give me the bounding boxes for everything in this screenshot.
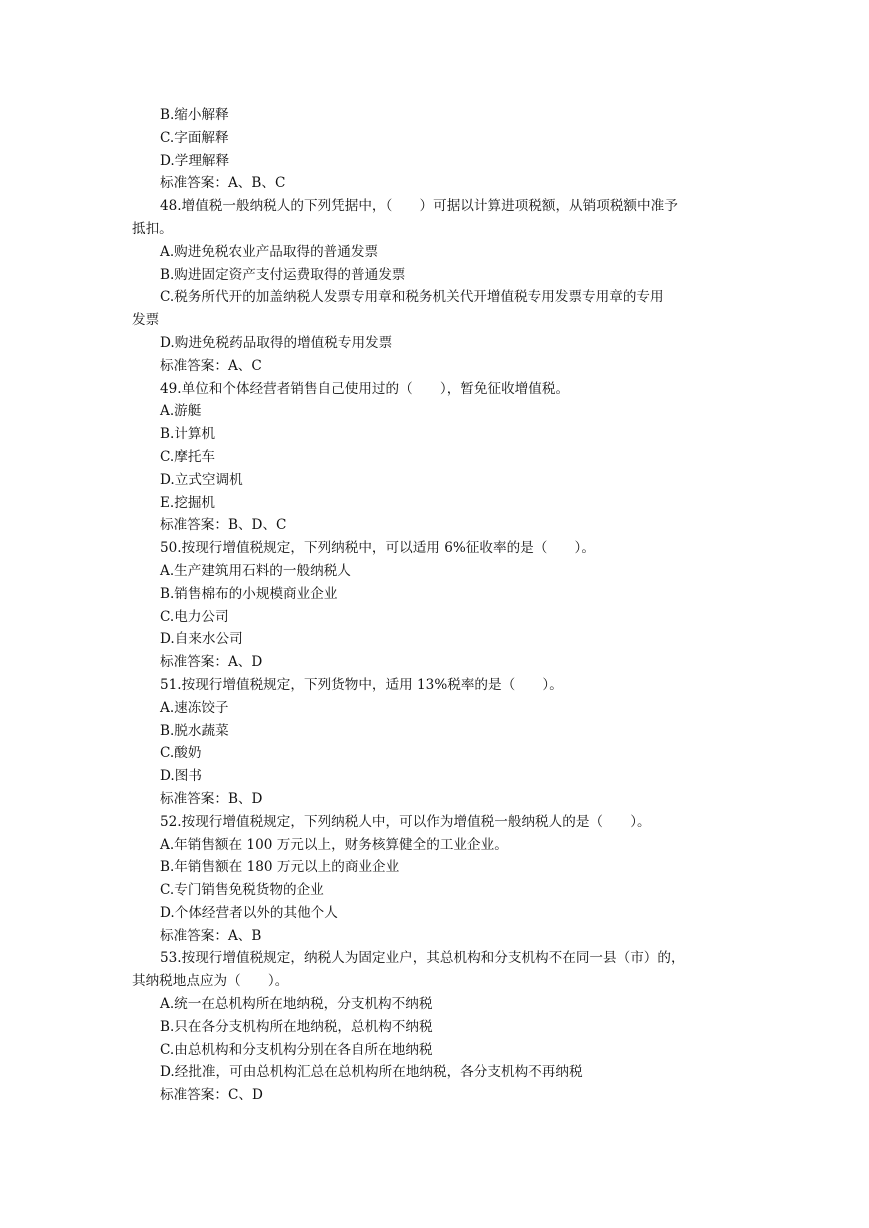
text-line: B.购进固定资产支付运费取得的普通发票 <box>160 266 406 283</box>
text-line: D.个体经营者以外的其他个人 <box>160 904 338 921</box>
text-line: C.电力公司 <box>160 608 229 625</box>
text-line: A.游艇 <box>160 403 202 420</box>
text-line: 抵扣。 <box>132 220 173 237</box>
text-line: D.学理解释 <box>160 152 230 169</box>
text-line: E.挖掘机 <box>160 494 216 511</box>
text-line: 50.按现行增值税规定，下列纳税中，可以适用 6%征收率的是（ ）。 <box>160 540 595 557</box>
text-line: D.购进免税药品取得的增值税专用发票 <box>160 334 393 351</box>
text-line: 52.按现行增值税规定，下列纳税人中，可以作为增值税一般纳税人的是（ ）。 <box>160 813 651 830</box>
text-line: 其纳税地点应为（ ）。 <box>132 973 289 990</box>
text-line: D.自来水公司 <box>160 631 243 648</box>
text-line: 53.按现行增值税规定，纳税人为固定业户，其总机构和分支机构不在同一县（市）的， <box>160 950 685 967</box>
document-body <box>132 104 738 1107</box>
text-line: 标准答案：A、B <box>160 927 262 944</box>
text-line: 49.单位和个体经营者销售自己使用过的（ ），暂免征收增值税。 <box>160 380 570 397</box>
text-line: C.专门销售免税货物的企业 <box>160 882 324 899</box>
text-line: 标准答案：C、D <box>160 1087 263 1104</box>
text-line: 51.按现行增值税规定，下列货物中，适用 13%税率的是（ ）。 <box>160 676 563 693</box>
text-line: C.摩托车 <box>160 448 216 465</box>
text-line: C.字面解释 <box>160 129 229 146</box>
text-line: B.计算机 <box>160 426 216 443</box>
text-line: D.图书 <box>160 768 202 785</box>
text-line: D.立式空调机 <box>160 471 243 488</box>
text-line: C.由总机构和分支机构分别在各自所在地纳税 <box>160 1041 433 1058</box>
text-line: B.只在各分支机构所在地纳税，总机构不纳税 <box>160 1018 433 1035</box>
text-line: C.税务所代开的加盖纳税人发票专用章和税务机关代开增值税专用发票专用章的专用 <box>160 289 664 306</box>
text-line: 标准答案：A、C <box>160 357 262 374</box>
text-line: 标准答案：A、B、C <box>160 175 286 192</box>
text-line: 标准答案：B、D、C <box>160 517 287 534</box>
text-line: 48.增值税一般纳税人的下列凭据中，（ ）可据以计算进项税额，从销项税额中准予 <box>160 198 678 215</box>
text-line: B.缩小解释 <box>160 107 229 123</box>
text-line: A.统一在总机构所在地纳税，分支机构不纳税 <box>160 996 433 1013</box>
text-line: 标准答案：A、D <box>160 654 263 671</box>
text-line: A.生产建筑用石料的一般纳税人 <box>160 562 351 579</box>
text-line: A.速冻饺子 <box>160 699 229 716</box>
text-line: 标准答案：B、D <box>160 790 263 807</box>
text-line: B.年销售额在 180 万元以上的商业企业 <box>160 859 400 876</box>
text-line: B.销售棉布的小规模商业企业 <box>160 585 338 602</box>
text-line: D.经批准，可由总机构汇总在总机构所在地纳税，各分支机构不再纳税 <box>160 1064 583 1081</box>
text-line: A.购进免税农业产品取得的普通发票 <box>160 243 379 260</box>
text-line: C.酸奶 <box>160 745 202 762</box>
text-line: A.年销售额在 100 万元以上，财务核算健全的工业企业。 <box>160 836 508 853</box>
text-line: B.脱水蔬菜 <box>160 722 229 739</box>
text-line: 发票 <box>132 312 160 329</box>
